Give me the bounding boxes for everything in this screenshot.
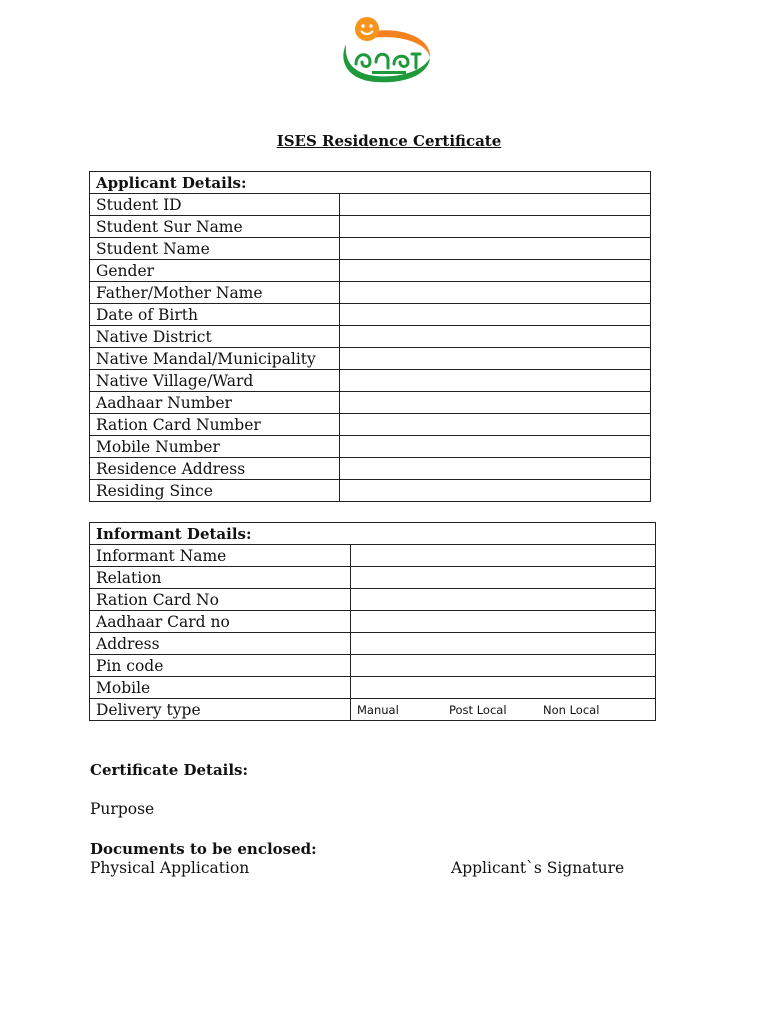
- field-value-relation[interactable]: [351, 567, 656, 589]
- applicant-details-heading: Applicant Details:: [90, 172, 651, 194]
- field-label-student-id: Student ID: [90, 194, 340, 216]
- table-row: [90, 633, 656, 655]
- delivery-type-options: [351, 699, 656, 721]
- form-title: ISES Residence Certificate: [276, 132, 502, 150]
- table-row: [90, 304, 651, 326]
- field-label-residence-address: Residence Address: [90, 458, 340, 480]
- field-label-native-mandal: Native Mandal/Municipality: [90, 348, 340, 370]
- field-label-ration-card-no: Ration Card No: [90, 589, 351, 611]
- field-value-mobile-number[interactable]: [340, 436, 651, 458]
- delivery-option-post-local[interactable]: Post Local: [449, 703, 507, 717]
- field-value-native-village[interactable]: [340, 370, 651, 392]
- field-label-native-district: Native District: [90, 326, 340, 348]
- table-row: [90, 194, 651, 216]
- field-value-date-of-birth[interactable]: [340, 304, 651, 326]
- field-label-delivery-type: Delivery type: [90, 699, 351, 721]
- field-value-aadhaar-card-no[interactable]: [351, 611, 656, 633]
- table-row: [90, 260, 651, 282]
- field-value-gender[interactable]: [340, 260, 651, 282]
- field-label-date-of-birth: Date of Birth: [90, 304, 340, 326]
- table-row: [90, 414, 651, 436]
- table-row: [90, 238, 651, 260]
- certificate-details-heading: Certificate Details:: [90, 761, 249, 779]
- field-label-ration-card-number: Ration Card Number: [90, 414, 340, 436]
- table-row: [90, 567, 656, 589]
- field-value-student-name[interactable]: [340, 238, 651, 260]
- field-label-aadhaar-card-no: Aadhaar Card no: [90, 611, 351, 633]
- table-row: [90, 436, 651, 458]
- field-label-relation: Relation: [90, 567, 351, 589]
- field-label-father-mother-name: Father/Mother Name: [90, 282, 340, 304]
- field-value-aadhaar-number[interactable]: [340, 392, 651, 414]
- purpose-label: Purpose: [90, 800, 155, 818]
- field-value-residing-since[interactable]: [340, 480, 651, 502]
- table-row: [90, 392, 651, 414]
- table-row: [90, 282, 651, 304]
- table-row: [90, 370, 651, 392]
- field-label-address: Address: [90, 633, 351, 655]
- field-value-father-mother-name[interactable]: [340, 282, 651, 304]
- document-item-physical-application: Physical Application: [90, 859, 250, 877]
- field-value-student-sur-name[interactable]: [340, 216, 651, 238]
- logo-telugu-glyphs: [356, 54, 420, 68]
- informant-details-table: [89, 522, 656, 721]
- table-row: [90, 480, 651, 502]
- field-value-ration-card-no[interactable]: [351, 589, 656, 611]
- table-row: [90, 348, 651, 370]
- logo-tagline: [372, 71, 406, 74]
- field-label-aadhaar-number: Aadhaar Number: [90, 392, 340, 414]
- field-label-mobile-number: Mobile Number: [90, 436, 340, 458]
- field-label-student-name: Student Name: [90, 238, 340, 260]
- field-label-informant-name: Informant Name: [90, 545, 351, 567]
- field-value-pin-code[interactable]: [351, 655, 656, 677]
- table-row: [90, 216, 651, 238]
- field-value-native-district[interactable]: [340, 326, 651, 348]
- logo-smiley-face: [355, 17, 379, 41]
- applicant-signature-label: Applicant`s Signature: [451, 859, 625, 877]
- field-label-pin-code: Pin code: [90, 655, 351, 677]
- field-label-native-village: Native Village/Ward: [90, 370, 340, 392]
- table-row: [90, 677, 656, 699]
- table-row: [90, 699, 656, 721]
- table-row: [90, 655, 656, 677]
- table-row: [90, 611, 656, 633]
- delivery-option-manual[interactable]: Manual: [357, 703, 399, 717]
- field-value-residence-address[interactable]: [340, 458, 651, 480]
- field-label-gender: Gender: [90, 260, 340, 282]
- field-value-native-mandal[interactable]: [340, 348, 651, 370]
- table-row: [90, 589, 656, 611]
- field-value-mobile[interactable]: [351, 677, 656, 699]
- informant-details-heading: Informant Details:: [90, 523, 656, 545]
- applicant-details-table: [89, 171, 651, 502]
- field-value-informant-name[interactable]: [351, 545, 656, 567]
- meeseva-logo: [336, 14, 434, 86]
- field-label-student-sur-name: Student Sur Name: [90, 216, 340, 238]
- documents-heading: Documents to be enclosed:: [90, 840, 317, 858]
- field-value-ration-card-number[interactable]: [340, 414, 651, 436]
- table-row: [90, 545, 656, 567]
- table-row: [90, 458, 651, 480]
- field-label-residing-since: Residing Since: [90, 480, 340, 502]
- field-value-address[interactable]: [351, 633, 656, 655]
- delivery-option-non-local[interactable]: Non Local: [543, 703, 600, 717]
- field-value-student-id[interactable]: [340, 194, 651, 216]
- table-row: [90, 326, 651, 348]
- field-label-mobile: Mobile: [90, 677, 351, 699]
